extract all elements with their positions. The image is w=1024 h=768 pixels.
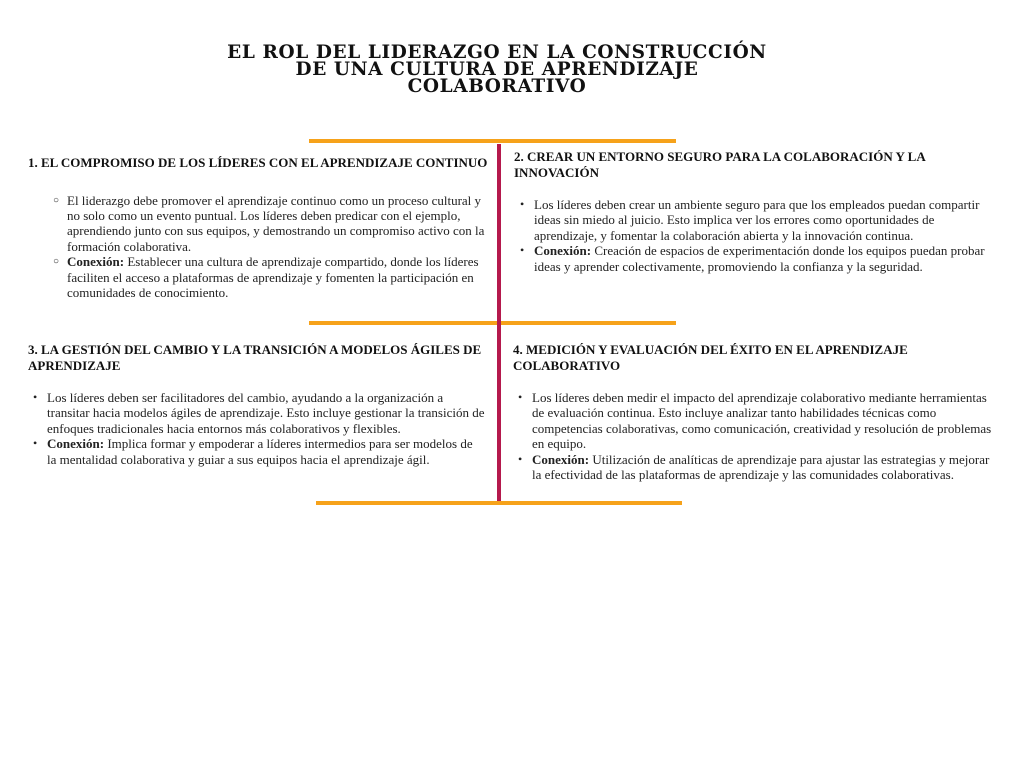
top-divider-bar	[309, 139, 676, 143]
section-1	[28, 155, 490, 300]
list-item	[33, 436, 485, 467]
list-item	[33, 390, 485, 436]
filled-dot-bullet-icon: •	[518, 390, 523, 404]
vertical-divider-bar	[497, 144, 501, 501]
item-text: Implica formar y empoderar a líderes intermedios para ser modelos de la mentalidad colaborativa y guiar a sus equipos hacia el aprendizaje ágil.	[47, 436, 473, 467]
list-item	[520, 197, 1000, 243]
bottom-divider-bar	[316, 501, 682, 505]
filled-dot-bullet-icon: •	[520, 243, 525, 258]
list-item	[53, 192, 487, 255]
item-text: Creación de espacios de experimentación donde los equipos puedan probar ideas y aprender colectivamente, promoviendo la confianza y la seguridad.	[534, 243, 985, 274]
section-2-list	[520, 197, 1000, 274]
section-1-heading: 1. EL COMPROMISO DE LOS LÍDERES CON EL APRENDIZAJE CONTINUO	[28, 155, 488, 170]
item-text: Los líderes deben ser facilitadores del cambio, ayudando a la organización a transitar hacia modelos ágiles de aprendizaje. Esto incluye gestionar la transición de enfoques tradicionales hacia entornos más colaborativos y flexibles.	[47, 390, 485, 436]
filled-dot-bullet-icon: •	[518, 451, 523, 466]
section-2-heading: 2. CREAR UN ENTORNO SEGURO PARA LA COLABORACIÓN Y LA INNOVACIÓN	[514, 149, 925, 180]
section-1-list	[53, 192, 487, 301]
hollow-circle-bullet-icon: ○	[53, 256, 60, 268]
item-text: Los líderes deben medir el impacto del aprendizaje colaborativo mediante herramientas de evaluación continua. Esto incluye analizar tanto habilidades técnicas como competencias colaborativas, como comunicación, creatividad y resolución de problemas en equipo.	[532, 390, 992, 452]
list-item	[520, 243, 1000, 274]
filled-dot-bullet-icon: •	[33, 390, 38, 404]
item-label: Conexión:	[534, 243, 592, 259]
middle-divider-bar	[309, 321, 676, 325]
section-4-list	[518, 390, 994, 483]
title-line-3: COLABORATIVO	[407, 76, 587, 97]
item-text: Los líderes deben crear un ambiente seguro para que los empleados puedan compartir ideas sin miedo al juicio. Esto implica ver los errores como oportunidades de aprendizaje, y fomentar la colaboración abierta y la innovación continua.	[534, 197, 980, 243]
item-label: Conexión:	[47, 436, 105, 452]
item-label: Conexión:	[67, 254, 125, 270]
section-4	[513, 342, 993, 482]
title-line-2: DE UNA CULTURA DE APRENDIZAJE	[295, 59, 699, 80]
title-line-1: EL ROL DEL LIDERAZGO EN LA CONSTRUCCIÓN	[227, 42, 767, 63]
section-3	[28, 342, 490, 467]
hollow-circle-bullet-icon: ○	[53, 194, 60, 206]
list-item	[53, 254, 487, 300]
filled-dot-bullet-icon: •	[520, 197, 525, 211]
filled-dot-bullet-icon: •	[33, 436, 38, 451]
list-item	[518, 451, 994, 483]
section-2	[514, 149, 994, 274]
item-text: Establecer una cultura de aprendizaje compartido, donde los líderes faciliten el acceso a plataformas de aprendizaje y fomenten la participación en comunidades de conocimiento.	[67, 254, 479, 300]
item-text: El liderazgo debe promover el aprendizaje continuo como un proceso cultural y no solo como un evento puntual. Los líderes deben predicar con el ejemplo, aprendiendo junto con sus equipos, y demostrando un compromiso activo con la formación colaborativa.	[67, 192, 485, 254]
section-3-list	[33, 390, 485, 467]
document-title	[200, 44, 794, 95]
list-item	[518, 390, 994, 452]
item-text: Utilización de analíticas de aprendizaje para ajustar las estrategias y mejorar la efectividad de las plataformas de aprendizaje y las comunidades colaborativas.	[532, 451, 990, 483]
item-label: Conexión:	[532, 451, 590, 467]
section-3-heading: 3. LA GESTIÓN DEL CAMBIO Y LA TRANSICIÓN A MODELOS ÁGILES DE APRENDIZAJE	[28, 342, 482, 373]
section-4-heading: 4. MEDICIÓN Y EVALUACIÓN DEL ÉXITO EN EL APRENDIZAJE COLABORATIVO	[513, 342, 908, 373]
